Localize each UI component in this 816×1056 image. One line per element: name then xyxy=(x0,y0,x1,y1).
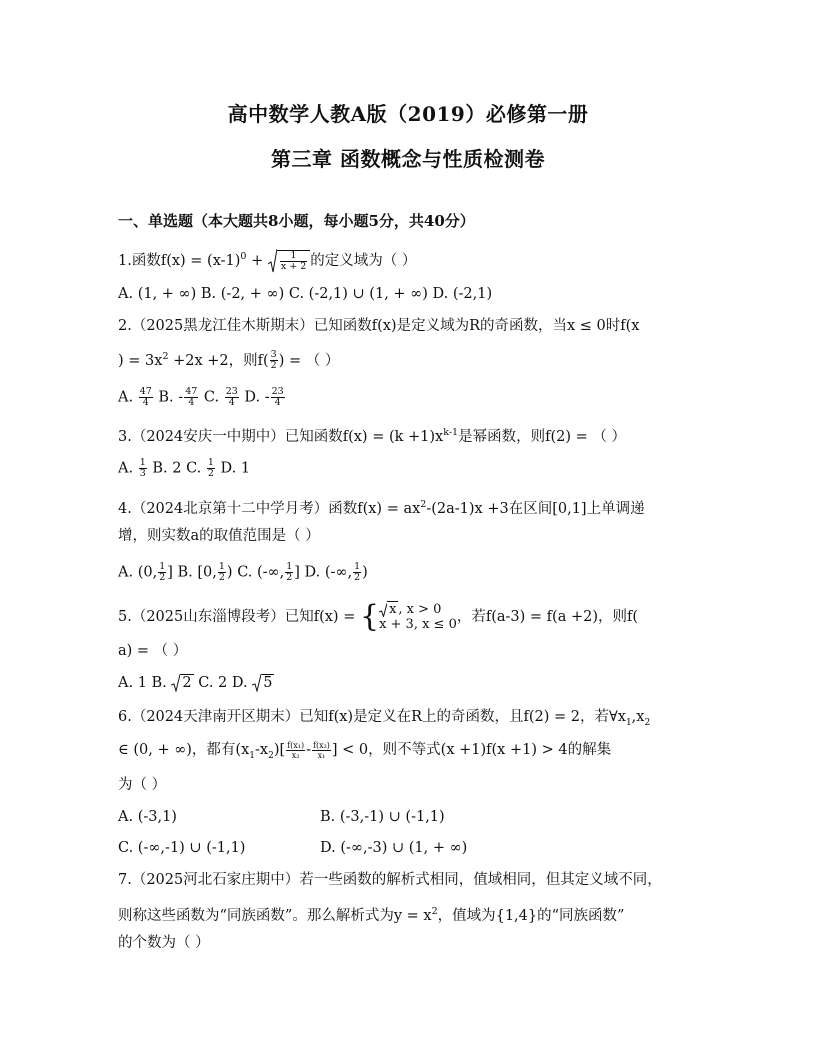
q4-option-b-fraction xyxy=(218,562,226,583)
q6-option-c: C. (-∞,-1) ∪ (-1,1) xyxy=(118,840,246,856)
left-brace-icon: { xyxy=(359,599,380,634)
q4-option-c-fraction xyxy=(285,562,293,583)
q2-option-a-label: A. xyxy=(118,389,138,406)
q4-text-a: 4.（2024北京第十二中学月考）函数f(x) = ax xyxy=(118,500,421,517)
question-6-line-3: 为（ ） xyxy=(118,777,167,793)
q3-option-c-fraction xyxy=(207,458,215,479)
q4-b-denominator: 2 xyxy=(218,572,225,583)
q6-f1-numerator: f(x₁) xyxy=(287,740,305,750)
q2-text-a: ) = 3x xyxy=(118,352,163,369)
q6-f1-denominator: x₂ xyxy=(291,750,300,760)
q5-case-1-radicand: x xyxy=(389,602,397,617)
question-5-line-2: a) = （ ） xyxy=(118,643,188,659)
q7-text-a: 则称这些函数为“同族函数”。那么解析式为y = x xyxy=(118,907,432,924)
q6-option-b: B. (-3,-1) ∪ (-1,1) xyxy=(320,809,445,825)
q6-f2-numerator: f(x₂) xyxy=(312,740,330,750)
q3-exponent: k-1 xyxy=(443,427,459,438)
question-1-stem xyxy=(118,247,416,273)
q4-option-d-fraction xyxy=(353,562,361,583)
q5-text-a: 5.（2025山东淄博段考）已知f(x) = xyxy=(118,609,360,625)
exam-subtitle: 第三章 函数概念与性质检测卷 xyxy=(271,147,545,171)
q2-b-numerator: 47 xyxy=(185,386,198,397)
q2-option-c-fraction xyxy=(225,387,239,408)
q2-option-b-fraction xyxy=(184,387,198,408)
question-2-line-1: 2.（2025黑龙江佳木斯期末）已知函数f(x)是定义域为R的奇函数，当x ≤ 0时f(x xyxy=(118,318,640,334)
q4-option-a-label: A. (0, xyxy=(118,564,158,581)
q1-frac-numerator: 1 xyxy=(280,251,307,262)
q1-exponent: 0 xyxy=(240,251,247,262)
question-4-options xyxy=(118,562,368,583)
question-7-line-1: 7.（2025河北石家庄期中）若一些函数的解析式相同，值域相同，但其定义域不同， xyxy=(118,872,662,888)
q7-exponent: 2 xyxy=(431,906,438,917)
q4-c-numerator: 1 xyxy=(286,561,293,572)
q5-option-ab-label: A. 1 B. xyxy=(118,675,172,691)
q1-fraction xyxy=(280,251,307,272)
q6-f2-denominator: x₁ xyxy=(317,750,326,760)
q4-d-numerator: 1 xyxy=(354,561,361,572)
question-2-options xyxy=(118,387,286,408)
radical-sign-icon xyxy=(379,603,387,617)
q3-option-a-fraction xyxy=(139,458,147,479)
q2-a-denominator: 4 xyxy=(142,397,149,408)
q6-text-c: ∈ (0, + ∞)，都有(x xyxy=(118,742,250,758)
q2-exponent: 2 xyxy=(162,351,169,362)
q7-text-b: ，值域为{1,4}的“同族函数” xyxy=(437,907,625,924)
q4-b-numerator: 1 xyxy=(218,561,225,572)
q6-text-a: 6.（2024天津南开区期末）已知f(x)是定义在R上的奇函数，且f(2) = 2，若∀x xyxy=(118,709,626,725)
q2-option-a-fraction xyxy=(139,387,153,408)
q2-c-numerator: 23 xyxy=(225,386,238,397)
radical-sign-icon xyxy=(252,674,261,692)
q1-text-c: 的定义域为（ ） xyxy=(310,252,417,269)
q2-d-numerator: 23 xyxy=(271,386,284,397)
q5-piecewise xyxy=(379,602,457,632)
q5-option-d-radicand: 5 xyxy=(263,675,273,691)
q6-option-d: D. (-∞,-3) ∪ (1, + ∞) xyxy=(320,840,468,856)
q2-option-c-label: C. xyxy=(199,389,224,406)
q3-text-a: 3.（2024安庆一中期中）已知函数f(x) = (k +1)x xyxy=(118,428,444,445)
q2-frac-denominator: 2 xyxy=(270,360,277,372)
q4-option-c-label: ) C. (-∞, xyxy=(226,564,285,581)
question-4-line-1 xyxy=(118,495,645,519)
q6-fraction-1 xyxy=(286,741,305,760)
q3-option-a-label: A. xyxy=(118,460,138,477)
q4-exponent: 2 xyxy=(420,499,427,510)
q6-text-d: -x xyxy=(255,742,269,758)
q6-sub-3: 1 xyxy=(249,750,256,761)
q1-frac-denominator: x + 2 xyxy=(280,260,307,272)
q5-case-1 xyxy=(379,602,457,617)
question-2-line-2 xyxy=(118,347,339,371)
q5-case-2: x + 3, x ≤ 0 xyxy=(379,617,457,632)
q4-option-d-label: ] D. (-∞, xyxy=(294,564,353,581)
q2-text-b: +2x +2，则f( xyxy=(168,352,269,369)
q4-a-denominator: 2 xyxy=(159,572,166,583)
section-heading: 一、单选题（本大题共8小题，每小题5分，共40分） xyxy=(118,212,475,230)
q6-text-f: ] < 0，则不等式(x +1)f(x +1) > 4的解集 xyxy=(331,742,612,758)
question-5-options xyxy=(118,673,274,693)
q4-text-b: -(2a-1)x +3在区间[0,1]上单调递 xyxy=(426,500,645,517)
q2-frac-numerator: 3 xyxy=(270,349,277,361)
q3-a-numerator: 1 xyxy=(139,457,146,468)
q4-option-a-fraction xyxy=(158,562,166,583)
q4-option-b-label: ] B. [0, xyxy=(167,564,217,581)
q3-c-denominator: 2 xyxy=(207,468,214,479)
q2-option-b-label: B. - xyxy=(153,389,184,406)
q6-option-a: A. (-3,1) xyxy=(118,809,177,825)
q4-option-end: ) xyxy=(362,564,368,581)
question-3-stem xyxy=(118,423,626,447)
q6-fraction-2 xyxy=(312,741,331,760)
q2-text-c: ) = （ ） xyxy=(278,352,340,369)
q2-b-denominator: 4 xyxy=(188,397,195,408)
question-5-stem xyxy=(118,599,639,634)
q3-c-numerator: 1 xyxy=(207,457,214,468)
q2-a-numerator: 47 xyxy=(139,386,152,397)
question-4-line-2: 增，则实数a的取值范围是（ ） xyxy=(118,528,320,544)
q2-fraction xyxy=(270,350,278,371)
q5-option-cd-label: C. 2 D. xyxy=(193,675,253,691)
question-6-line-1 xyxy=(118,707,650,733)
question-3-options xyxy=(118,458,250,479)
q6-sub-4: 2 xyxy=(268,750,274,761)
q5-text-b: ，若f(a-3) = f(a +2)，则f( xyxy=(456,609,639,625)
q2-d-denominator: 4 xyxy=(274,397,281,408)
q4-a-numerator: 1 xyxy=(159,561,166,572)
q1-text-b: + xyxy=(246,252,268,269)
q1-sqrt xyxy=(268,249,310,273)
question-7-line-2 xyxy=(118,902,624,926)
q2-option-d-fraction xyxy=(271,387,285,408)
q5-option-b-radicand: 2 xyxy=(182,675,192,691)
q6-text-e: )[ xyxy=(273,742,286,758)
q6-text-b: ,x xyxy=(631,709,645,725)
q3-option-bc-label: B. 2 C. xyxy=(147,460,206,477)
q6-sub-1: 1 xyxy=(625,717,632,728)
q5-case-1-condition: , x > 0 xyxy=(398,602,442,617)
question-1-options: A. (1, + ∞) B. (-2, + ∞) C. (-2,1) ∪ (1, + ∞) D. (-2,1) xyxy=(118,286,493,302)
exam-title: 高中数学人教A版（2019）必修第一册 xyxy=(227,102,589,126)
q4-c-denominator: 2 xyxy=(286,572,293,583)
q2-c-denominator: 4 xyxy=(228,397,235,408)
radical-sign-icon xyxy=(268,249,277,273)
q3-option-d-label: D. 1 xyxy=(215,460,251,477)
q1-text-a: 1.函数f(x) = (x-1) xyxy=(118,252,241,269)
q4-d-denominator: 2 xyxy=(354,572,361,583)
q3-a-denominator: 3 xyxy=(139,468,146,479)
q2-option-d-label: D. - xyxy=(239,389,270,406)
q6-sub-2: 2 xyxy=(644,717,651,728)
question-6-line-2: ∈ (0, + ∞)，都有$(x_1-x_2)$[ $\frac{\text{f(x₁)}}{\text{x₂}}$ - $\frac{\text{f(x₂)}}{\text{x₁}}$ ] < 0，则不等式(x +1)f(x +1) > 4的解集 xyxy=(118,740,612,761)
question-7-line-3: 的个数为（ ） xyxy=(118,935,210,951)
q3-text-b: 是幂函数，则f(2) = （ ） xyxy=(458,428,626,445)
